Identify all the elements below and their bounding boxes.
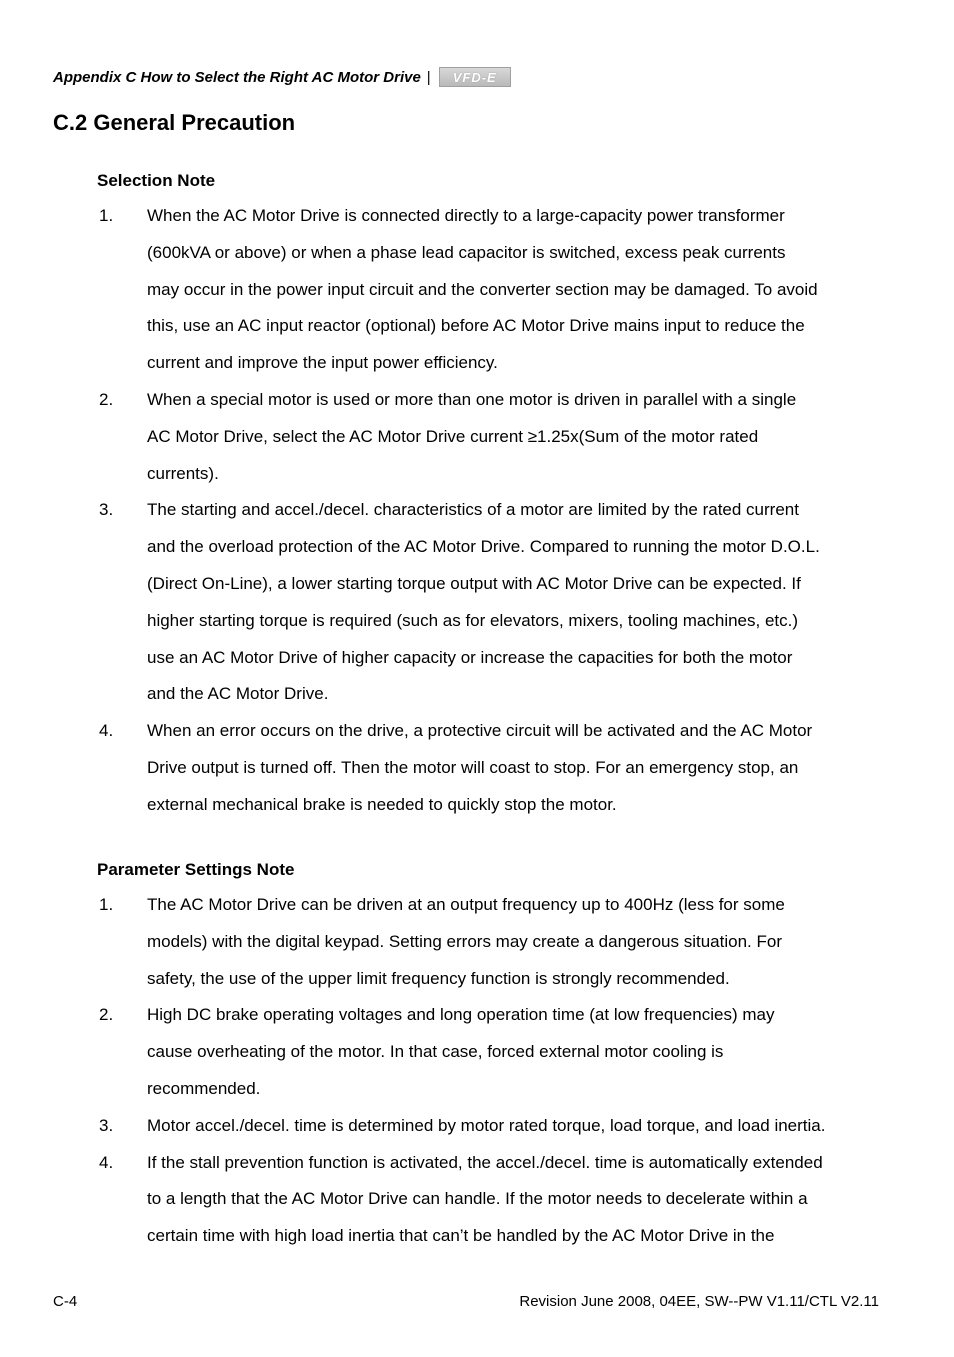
list-item (99, 713, 899, 823)
text-line: current and improve the input power efficiency. (147, 353, 498, 373)
text-line: use an AC Motor Drive of higher capacity or increase the capacities for both the motor (147, 647, 793, 667)
text-line: Drive output is turned off. Then the motor will coast to stop. For an emergency stop, an (147, 757, 799, 777)
text-line: certain time with high load inertia that can’t be handled by the AC Motor Drive in the (147, 1226, 775, 1246)
text-line: (600kVA or above) or when a phase lead capacitor is switched, excess peak currents (147, 242, 786, 262)
list-item (99, 492, 899, 713)
parameter-note-list (99, 887, 899, 1255)
page-number: C-4 (53, 1293, 78, 1310)
text-line: cause overheating of the motor. In that case, forced external motor cooling is (147, 1042, 724, 1062)
text-line: Motor accel./decel. time is determined by motor rated torque, load torque, and load inertia. (147, 1115, 826, 1135)
text-line: and the overload protection of the AC Motor Drive. Compared to running the motor D.O.L. (147, 537, 820, 557)
text-line: currents). (147, 463, 219, 483)
text-line: The starting and accel./decel. characteristics of a motor are limited by the rated current (147, 500, 799, 520)
text-line: external mechanical brake is needed to quickly stop the motor. (147, 794, 617, 814)
text-line: models) with the digital keypad. Setting errors may create a dangerous situation. For (147, 931, 782, 951)
vfd-e-logo: VFD-E (439, 67, 511, 87)
revision-info: Revision June 2008, 04EE, SW--PW V1.11/CTL V2.11 (519, 1293, 879, 1310)
text-line: When an error occurs on the drive, a protective circuit will be activated and the AC Motor (147, 721, 813, 741)
page-header (53, 66, 511, 88)
item-number: 2. (99, 1005, 114, 1025)
selection-note-list (99, 198, 899, 824)
text-line: to a length that the AC Motor Drive can handle. If the motor needs to decelerate within a (147, 1189, 808, 1209)
text-line: safety, the use of the upper limit frequency function is strongly recommended. (147, 968, 730, 988)
text-line: higher starting torque is required (such as for elevators, mixers, tooling machines, etc.) (147, 610, 799, 630)
item-number: 2. (99, 389, 114, 409)
list-item (99, 198, 899, 382)
list-item (99, 887, 899, 997)
header-title: Appendix C How to Select the Right AC Motor Drive (53, 68, 421, 86)
list-item (99, 382, 899, 492)
item-number: 3. (99, 500, 114, 520)
item-text (147, 492, 899, 713)
item-text (147, 382, 899, 492)
item-number: 4. (99, 721, 114, 741)
item-text (147, 1145, 899, 1255)
list-item (99, 997, 899, 1107)
item-text (147, 713, 899, 823)
item-number: 1. (99, 895, 114, 914)
section-title: C.2 General Precaution (53, 110, 296, 135)
item-text (147, 1108, 899, 1145)
header-separator: | (426, 68, 431, 86)
item-text (147, 887, 899, 997)
item-text (147, 997, 899, 1107)
text-line: When the AC Motor Drive is connected directly to a large-capacity power transformer (147, 206, 785, 225)
item-text (147, 198, 899, 382)
selection-note-heading: Selection Note (97, 171, 216, 190)
text-line: When a special motor is used or more than one motor is driven in parallel with a single (147, 389, 797, 409)
list-item (99, 1145, 899, 1255)
parameter-note-heading: Parameter Settings Note (97, 860, 295, 879)
item-number: 3. (99, 1115, 114, 1135)
text-line: The AC Motor Drive can be driven at an output frequency up to 400Hz (less for some (147, 895, 785, 914)
text-line: this, use an AC input reactor (optional) before AC Motor Drive mains input to reduce the (147, 316, 805, 336)
item-number: 4. (99, 1152, 114, 1172)
text-line: and the AC Motor Drive. (147, 684, 329, 704)
text-line: (Direct On-Line), a lower starting torque output with AC Motor Drive can be expected. If (147, 573, 801, 593)
item-number: 1. (99, 206, 114, 225)
text-line: High DC brake operating voltages and long operation time (at low frequencies) may (147, 1005, 775, 1025)
text-line: If the stall prevention function is activated, the accel./decel. time is automatically extended (147, 1152, 823, 1172)
text-line: AC Motor Drive, select the AC Motor Drive current ≥1.25x(Sum of the motor rated (147, 426, 759, 446)
list-item (99, 1108, 899, 1145)
text-line: may occur in the power input circuit and the converter section may be damaged. To avoid (147, 279, 818, 299)
text-line: recommended. (147, 1078, 261, 1098)
